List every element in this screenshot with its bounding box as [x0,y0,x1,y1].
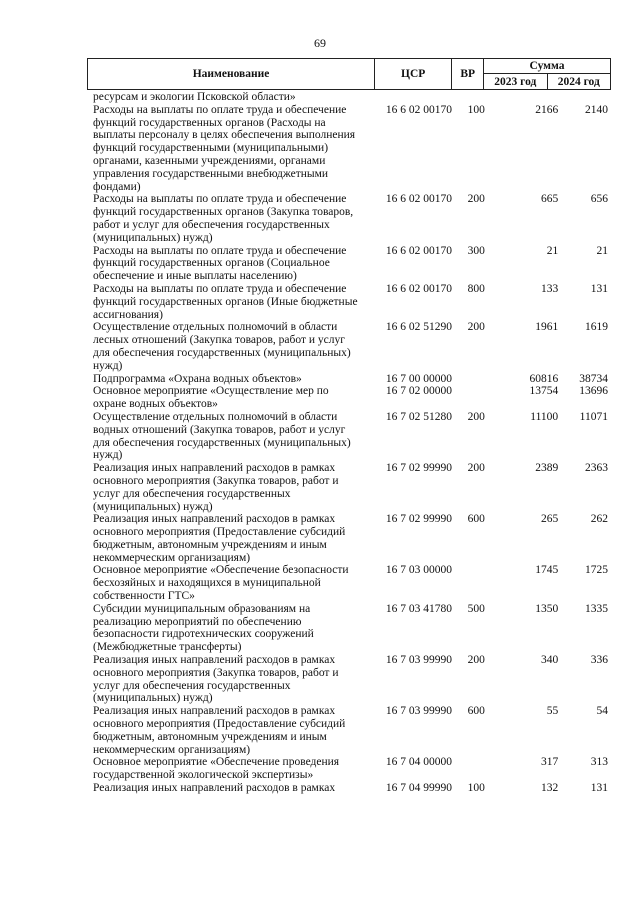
row-vr: 800 [467,282,485,295]
row-vr: 200 [467,462,485,475]
table-row [93,245,608,283]
table-row [93,654,608,705]
row-value-2023: 2389 [535,462,559,475]
row-value-2024: 13696 [579,385,608,398]
row-value-2023: 665 [540,193,559,206]
row-value-2023: 1961 [535,321,559,334]
row-csr: 16 7 02 99990 [385,513,452,526]
column-header-name: Наименование [88,59,375,90]
row-csr: 16 7 04 99990 [385,782,452,795]
row-value-2023: 265 [540,513,559,526]
column-header-csr: ЦСР [375,59,452,90]
row-value-2023: 13754 [529,385,559,398]
row-vr: 600 [467,705,485,718]
row-name: Осуществление отдельных полномочий в области лесных отношений (Закупка товаров, работ и услуг для обеспечения государственных (муниципальных) нужд) [93,321,351,372]
row-name: Осуществление отдельных полномочий в области водных отношений (Закупка товаров, работ и услуг для обеспечения государственных (муниципальных) нужд) [93,410,351,462]
table-row [93,513,608,564]
row-csr: 16 6 02 51290 [385,321,452,334]
row-value-2024: 313 [590,756,608,769]
row-vr: 200 [467,193,485,206]
row-value-2023: 55 [546,705,559,718]
page-number: 69 [314,36,326,50]
table-row [93,373,608,386]
row-value-2024 [558,91,608,104]
row-value-2024: 2140 [584,103,608,116]
table-row [93,91,608,104]
row-vr [466,756,502,782]
table-row [93,283,608,321]
row-value-2023: 21 [546,244,559,257]
row-name: Расходы на выплаты по оплате труда и обеспечение функций государственных органов (Иные бюджетные ассигнования) [93,282,358,321]
row-vr [466,91,502,104]
column-header-sum: Сумма [484,59,611,74]
row-value-2023: 1745 [535,564,559,577]
row-value-2023 [501,91,558,104]
table-row [93,705,608,756]
row-value-2024: 131 [590,282,608,295]
row-vr: 100 [467,103,485,116]
row-vr [466,564,502,602]
table-header [87,58,611,90]
row-csr: 16 7 03 99990 [385,654,452,667]
table-row [93,104,608,194]
row-name: Субсидии муниципальным образованиям на реализацию мероприятий по обеспечению безопасности гидротехнических сооружений (Межбюджетные трансферты) [93,602,314,654]
row-value-2024: 1619 [584,321,608,334]
row-vr: 600 [467,513,485,526]
table-row [93,462,608,513]
row-name: Реализация иных направлений расходов в рамках [93,782,336,795]
row-vr: 300 [467,244,485,257]
row-csr: 16 7 04 00000 [385,756,452,769]
row-name: Основное мероприятие «Обеспечение безопасности бесхозяйных и находящихся в муниципальной собственности ГТС» [93,564,349,603]
row-csr: 16 7 02 00000 [385,385,452,398]
row-value-2024: 1725 [584,564,608,577]
row-value-2023: 317 [540,756,559,769]
table-row [93,193,608,244]
row-value-2024: 262 [590,513,608,526]
row-csr: 16 6 02 00170 [385,193,452,206]
table-row [93,321,608,372]
row-value-2024: 336 [590,654,608,667]
row-name: Основное мероприятие «Обеспечение проведения государственной экологической экспертизы» [93,756,340,782]
row-value-2023: 133 [540,282,559,295]
row-csr: 16 7 03 00000 [385,564,452,577]
row-name: ресурсам и экологии Псковской области» [93,91,296,103]
row-value-2024: 656 [590,193,608,206]
table-row [93,411,608,462]
row-csr: 16 7 02 99990 [385,462,452,475]
table-row [93,782,608,795]
column-header-2023: 2023 год [484,74,547,90]
row-vr: 200 [467,321,485,334]
column-header-2024: 2024 год [547,74,610,90]
row-csr: 16 7 03 99990 [385,705,452,718]
row-vr: 500 [467,602,485,615]
row-csr: 16 7 02 51280 [385,410,452,423]
row-name: Реализация иных направлений расходов в рамках основного мероприятия (Предоставление субсидий бюджетным, автономным учреждениям и иным некоммерческим организациям) [93,705,346,756]
row-vr: 200 [467,410,485,423]
row-value-2023: 1350 [535,602,559,615]
row-value-2023: 340 [540,654,559,667]
row-value-2024: 2363 [584,462,608,475]
row-value-2024: 21 [596,244,608,257]
row-name: Расходы на выплаты по оплате труда и обеспечение функций государственных органов (Расходы на выплаты персоналу в целях обеспечения выполнения функций государственными (муниципальными) органами, казенными учреждениями, органами управления государственными внебюджетными фондами) [93,103,356,193]
table-row [93,756,608,782]
row-name: Подпрограмма «Охрана водных объектов» [93,372,302,385]
row-value-2023: 132 [540,782,559,795]
row-name: Реализация иных направлений расходов в рамках основного мероприятия (Закупка товаров, работ и услуг для обеспечения государственных (муниципальных) нужд) [93,462,339,513]
row-name: Основное мероприятие «Осуществление мер по охране водных объектов» [93,385,329,411]
row-value-2023: 11100 [530,410,559,423]
row-vr: 100 [467,782,485,795]
row-value-2024: 54 [596,705,608,718]
row-csr: 16 6 02 00170 [385,103,452,116]
row-csr: 16 7 00 00000 [385,372,452,385]
row-vr: 200 [467,654,485,667]
row-name: Расходы на выплаты по оплате труда и обеспечение функций государственных органов (Закупка товаров, работ и услуг для обеспечения государственных (муниципальных) нужд) [93,193,354,244]
row-csr [372,91,466,104]
row-vr [466,373,502,386]
table-body [93,91,608,795]
row-value-2024: 1335 [584,602,608,615]
table-row [93,564,608,602]
row-vr [466,385,502,411]
row-value-2023: 2166 [535,103,559,116]
row-value-2024: 131 [590,782,608,795]
table-row [93,385,608,411]
row-csr: 16 6 02 00170 [385,244,452,257]
row-csr: 16 6 02 00170 [385,282,452,295]
row-value-2024: 11071 [579,410,608,423]
row-name: Реализация иных направлений расходов в рамках основного мероприятия (Закупка товаров, работ и услуг для обеспечения государственных (муниципальных) нужд) [93,654,339,705]
row-value-2024: 38734 [579,372,608,385]
row-name: Реализация иных направлений расходов в рамках основного мероприятия (Предоставление субсидий бюджетным, автономным учреждениям и иным некоммерческим организациям) [93,513,346,564]
row-name: Расходы на выплаты по оплате труда и обеспечение функций государственных органов (Социальное обеспечение и иные выплаты населению) [93,244,347,283]
row-value-2023: 60816 [529,372,559,385]
column-header-vr: ВР [452,59,484,90]
table-row [93,603,608,654]
row-csr: 16 7 03 41780 [385,602,452,615]
